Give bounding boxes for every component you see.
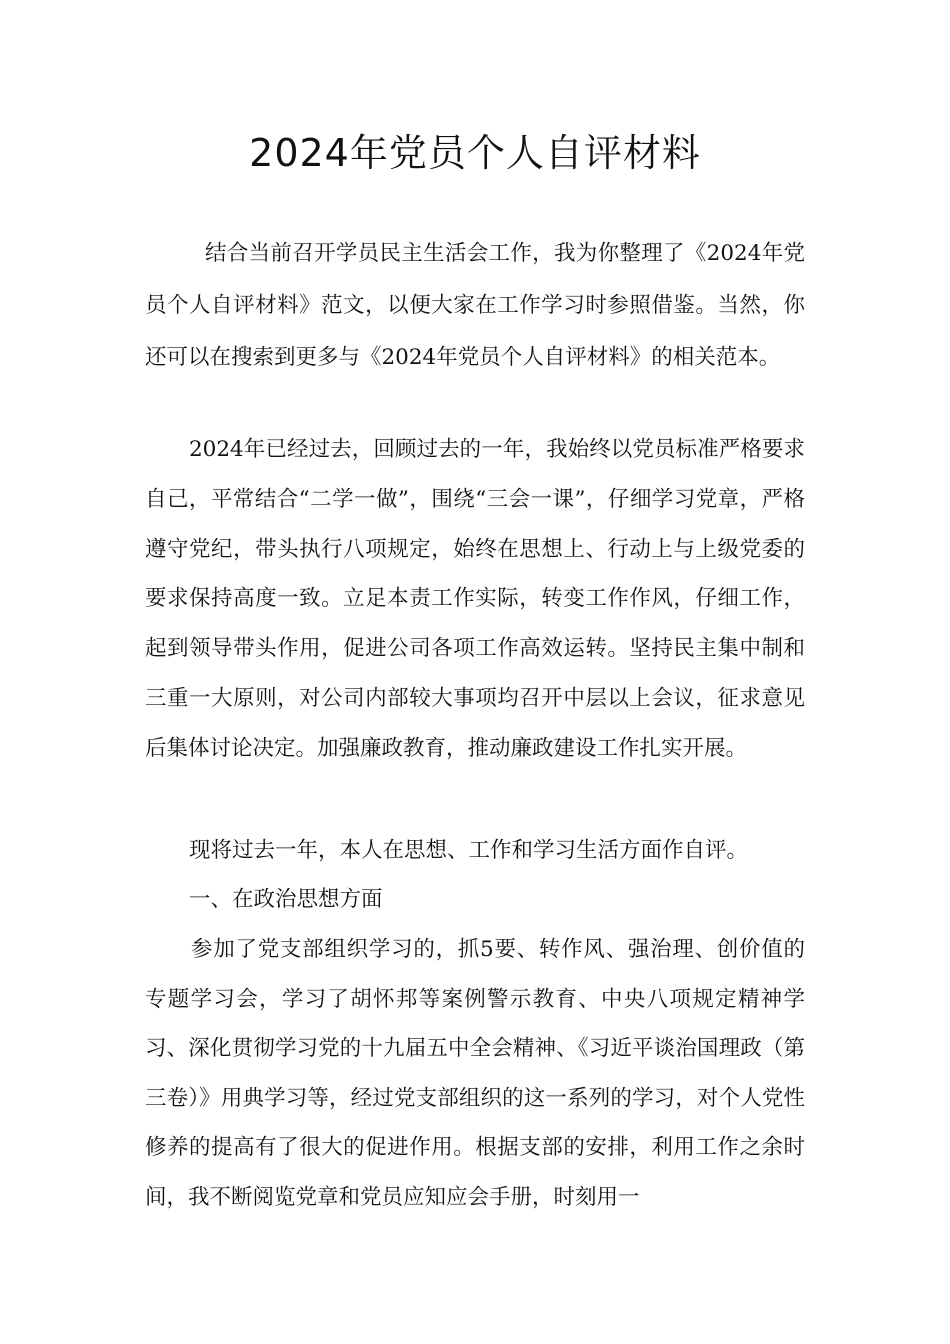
page-title: 2024年党员个人自评材料 [249, 131, 701, 175]
body-paragraph-political-thought: 参加了党支部组织学习的，抓5要、转作风、强治理、创价值的专题学习会，学习了胡怀邦等案例警示教育、中央八项规定精神学习、深化贯彻学习党的十九届五中全会精神、《习近平谈治国理政（第三卷）》用典学习等，经过党支部组织的这一系列的学习，对个人党性修养的提高有了很大的促进作用。根据支部的安排，利用工作之余时间，我不断阅览党章和党员应知应会手册，时刻用一 [145, 937, 805, 1210]
body-paragraph-review: 2024年已经过去，回顾过去的一年，我始终以党员标准严格要求自己，平常结合“二学一做”，围绕“三会一课”，仔细学习党章，严格遵守党纪，带头执行八项规定，始终在思想上、行动上与上级党委的要求保持高度一致。立足本责工作实际，转变工作作风，仔细工作，起到领导带头作用，促进公司各项工作高效运转。坚持民主集中制和三重一大原则，对公司内部较大事项均召开中层以上会议，征求意见后集体讨论决定。加强廉政教育，推动廉政建设工作扎实开展。 [145, 437, 805, 761]
intro-paragraph: 结合当前召开学员民主生活会工作，我为你整理了《2024年党员个人自评材料》范文，以便大家在工作学习时参照借鉴。当然，你还可以在搜索到更多与《2024年党员个人自评材料》的相关范本。 [145, 241, 805, 370]
section-heading-political-thought: 一、在政治思想方面 [189, 887, 383, 912]
body-paragraph-summary: 现将过去一年，本人在思想、工作和学习生活方面作自评。 [189, 838, 749, 863]
